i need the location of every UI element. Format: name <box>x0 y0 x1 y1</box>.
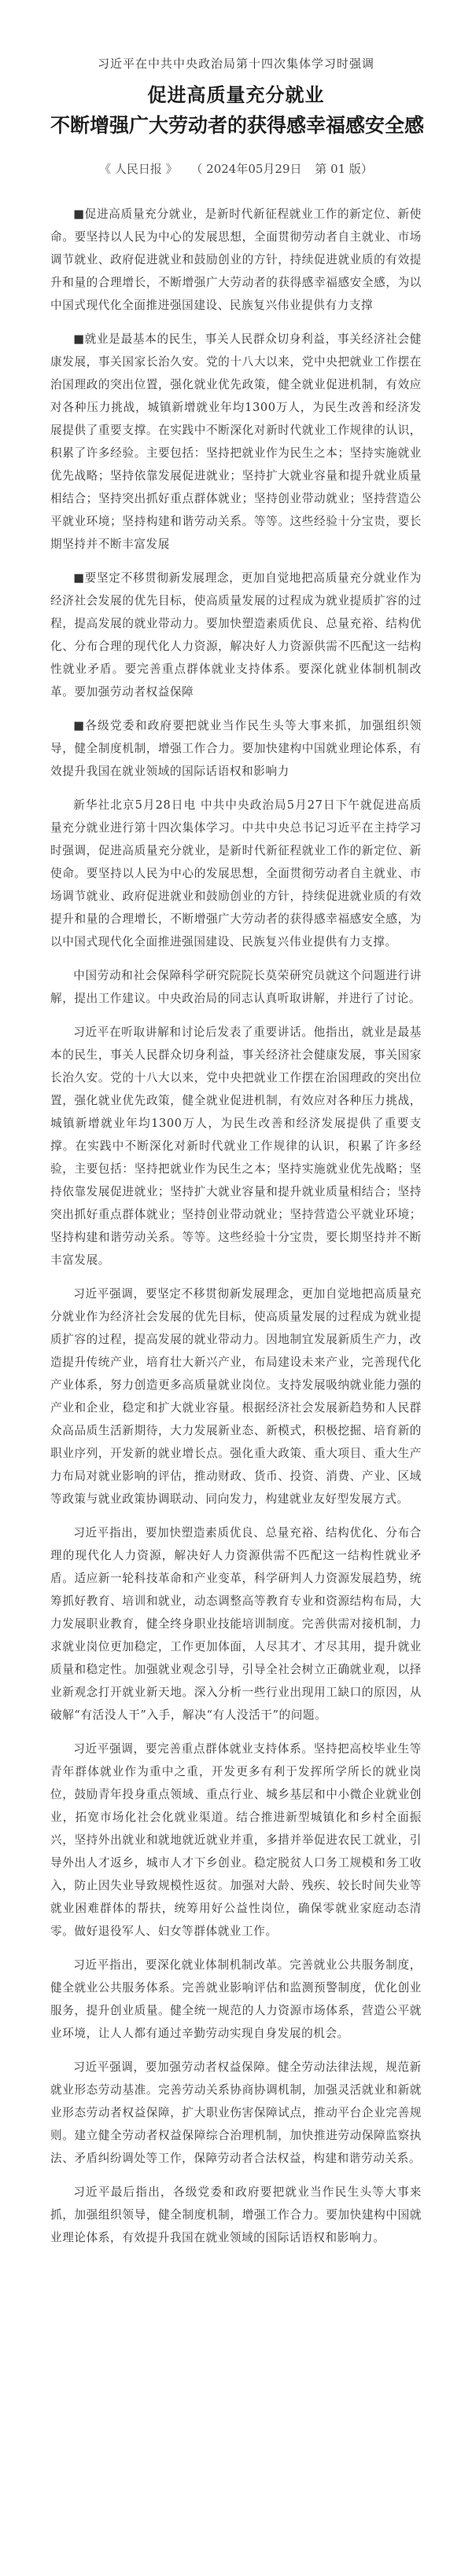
article-kicker: 习近平在中共中央政治局第十四次集体学习时强调 <box>97 57 374 71</box>
summary-paragraph: ■要坚定不移贯彻新发展理念，更加自觉地把高质量充分就业作为经济社会发展的优先目标，使高质量发展的过程成为就业提质扩容的过程，提高发展的就业带动力。要加快塑造素质优良、总量充裕、结构优化、分布合理的现代化人力资源，解决好人力资源供需不匹配这一结构性就业矛盾。要完善重点群体就业支持体系。要深化就业体制机制改革。要加强劳动者权益保障 <box>50 571 422 699</box>
source-line <box>50 160 422 178</box>
article-body <box>50 203 422 2249</box>
source-page: 第 01 版） <box>315 162 373 176</box>
source-newspaper: 《 人民日报 》 <box>99 162 178 176</box>
source-date: （ 2024年05月29日 <box>190 162 302 176</box>
body-paragraph: 习近平强调，要加强劳动者权益保障。健全劳动法律法规，规范新就业形态劳动基准。完善劳动关系协商协调机制，加强灵活就业和新就业形态劳动者权益保障，扩大职业伤害保障试点，推动平台企业完善规则。建立健全劳动者权益保障综合治理机制，加快推进劳动保障监察执法、矛盾纠纷调处等工作，保障劳动者合法权益，构建和谐劳动关系。 <box>50 2060 422 2165</box>
body-paragraph: 中国劳动和社会保障科学研究院院长莫荣研究员就这个问题进行讲解，提出工作建议。中央政治局的同志认真听取讲解，并进行了讨论。 <box>50 969 422 1005</box>
body-paragraph: 习近平指出，要加快塑造素质优良、总量充裕、结构优化、分布合理的现代化人力资源，解决好人力资源供需不匹配这一结构性就业矛盾。适应新一轮科技革命和产业变革，科学研判人力资源发展趋势，统筹抓好教育、培训和就业，动态调整高等教育专业和资源结构布局，大力发展职业教育，健全终身职业技能培训制度。完善供需对接机制，力求就业岗位更加稳定，工作更加体面，人尽其才、才尽其用，提升就业质量和稳定性。加强就业观念引导，引导全社会树立正确就业观，以择业新观念打开就业新天地。深入分析一些行业出现用工缺口的原因，从破解“有活没人干”入手，解决“有人没活干”的问题。 <box>50 1526 422 1722</box>
summary-paragraph: ■各级党委和政府要把就业当作民生头等大事来抓，加强组织领导，健全制度机制，增强工作合力。要加快建构中国就业理论体系，有效提升我国在就业领域的国际话语权和影响力 <box>50 719 422 778</box>
body-paragraph: 习近平强调，要完善重点群体就业支持体系。坚持把高校毕业生等青年群体就业作为重中之重，开发更多有利于发挥所学所长的就业岗位，鼓励青年投身重点领域、重点行业、城乡基层和中小微企业就业创业，拓宽市场化社会化就业渠道。结合推进新型城镇化和乡村全面振兴，坚持外出就业和就地就近就业并重，多措并举促进农民工就业，引导外出人才返乡，城市人才下乡创业。稳定脱贫人口务工规模和务工收入，防止因失业导致规模性返贫。加强对大龄、残疾、较长时间失业等就业困难群体的帮扶，统筹用好公益性岗位，确保零就业家庭动态清零。做好退役军人、妇女等群体就业工作。 <box>50 1742 422 1938</box>
body-paragraph: 习近平指出，要深化就业体制机制改革。完善就业公共服务制度，健全就业公共服务体系。完善就业影响评估和监测预警制度，优化创业服务，提升创业质量。健全统一规范的人力资源市场体系，营造公平就业环境，让人人都有通过辛勤劳动实现自身发展的机会。 <box>50 1958 422 2040</box>
headline-line-2: 不断增强广大劳动者的获得感幸福感安全感 <box>50 114 425 137</box>
body-paragraph: 习近平最后指出，各级党委和政府要把就业当作民生头等大事来抓，加强组织领导，健全制度机制，增强工作合力。要加快建构中国就业理论体系，有效提升我国在就业领域的国际话语权和影响力。 <box>50 2185 422 2244</box>
body-paragraph: 习近平在听取讲解和讨论后发表了重要讲话。他指出，就业是最基本的民生，事关人民群众切身利益，事关经济社会健康发展，事关国家长治久安。党的十八大以来，党中央把就业工作摆在治国理政的突出位置，强化就业优先政策，健全就业促进机制，有效应对各种压力挑战，城镇新增就业年均1300万人，为民生改善和经济发展提供了重要支撑。在实践中不断深化对新时代就业工作规律的认识，积累了许多经验，主要包括：坚持把就业作为民生之本；坚持实施就业优先战略；坚持依靠发展促进就业；坚持扩大就业容量和提升就业质量相结合；坚持突出抓好重点群体就业；坚持创业带动就业；坚持营造公平就业环境；坚持构建和谐劳动关系。等等。这些经验十分宝贵，要长期坚持并不断丰富发展。 <box>50 1026 422 1267</box>
summary-paragraph: ■就业是最基本的民生，事关人民群众切身利益，事关经济社会健康发展，事关国家长治久安。党的十八大以来，党中央把就业工作摆在治国理政的突出位置，强化就业优先政策，健全就业促进机制，有效应对各种压力挑战，城镇新增就业年均1300万人，为民生改善和经济发展提供了重要支撑。在实践中不断深化对新时代就业工作规律的认识，积累了许多经验。主要包括：坚持把就业作为民生之本；坚持实施就业优先战略；坚持依靠发展促进就业；坚持扩大就业容量和提升就业质量相结合；坚持突出抓好重点群体就业；坚持创业带动就业；坚持营造公平就业环境；坚持构建和谐劳动关系。等等。这些经验十分宝贵，要长期坚持并不断丰富发展 <box>50 332 422 551</box>
headline-line-1: 促进高质量充分就业 <box>147 83 325 106</box>
summary-paragraph: ■促进高质量充分就业，是新时代新征程就业工作的新定位、新使命。要坚持以人民为中心的发展思想，全面贯彻劳动者自主就业、市场调节就业、政府促进就业和鼓励创业的方针，持续促进就业质的有效提升和量的合理增长，不断增强广大劳动者的获得感幸福感安全感，为以中国式现代化全面推进强国建设、民族复兴伟业提供有力支撑 <box>50 207 422 312</box>
body-paragraph: 习近平强调，要坚定不移贯彻新发展理念，更加自觉地把高质量充分就业作为经济社会发展的优先目标，使高质量发展的过程成为就业提质扩容的过程，提高发展的就业带动力。因地制宜发展新质生产力，改造提升传统产业，培育壮大新兴产业，布局建设未来产业，完善现代化产业体系，努力创造更多高质量就业岗位。支持发展吸纳就业能力强的产业和企业，稳定和扩大就业容量。根据经济社会发展新趋势和人民群众高品质生活新期待，大力发展新业态、新模式，积极挖掘、培育新的职业序列，开发新的就业增长点。强化重大政策、重大项目、重大生产力布局对就业影响的评估，推动财政、货币、投资、消费、产业、区域等政策与就业政策协调联动、同向发力，构建就业友好型发展方式。 <box>50 1287 422 1506</box>
body-paragraph: 新华社北京5月28日电 中共中央政治局5月27日下午就促进高质量充分就业进行第十四次集体学习。中共中央总书记习近平在主持学习时强调，促进高质量充分就业，是新时代新征程就业工作的新定位、新使命。要坚持以人民为中心的发展思想，全面贯彻劳动者自主就业、市场调节就业、政府促进就业和鼓励创业的方针，持续促进就业质的有效提升和量的合理增长，不断增强广大劳动者的获得感幸福感安全感，为以中国式现代化全面推进强国建设、民族复兴伟业提供有力支撑。 <box>50 798 422 949</box>
